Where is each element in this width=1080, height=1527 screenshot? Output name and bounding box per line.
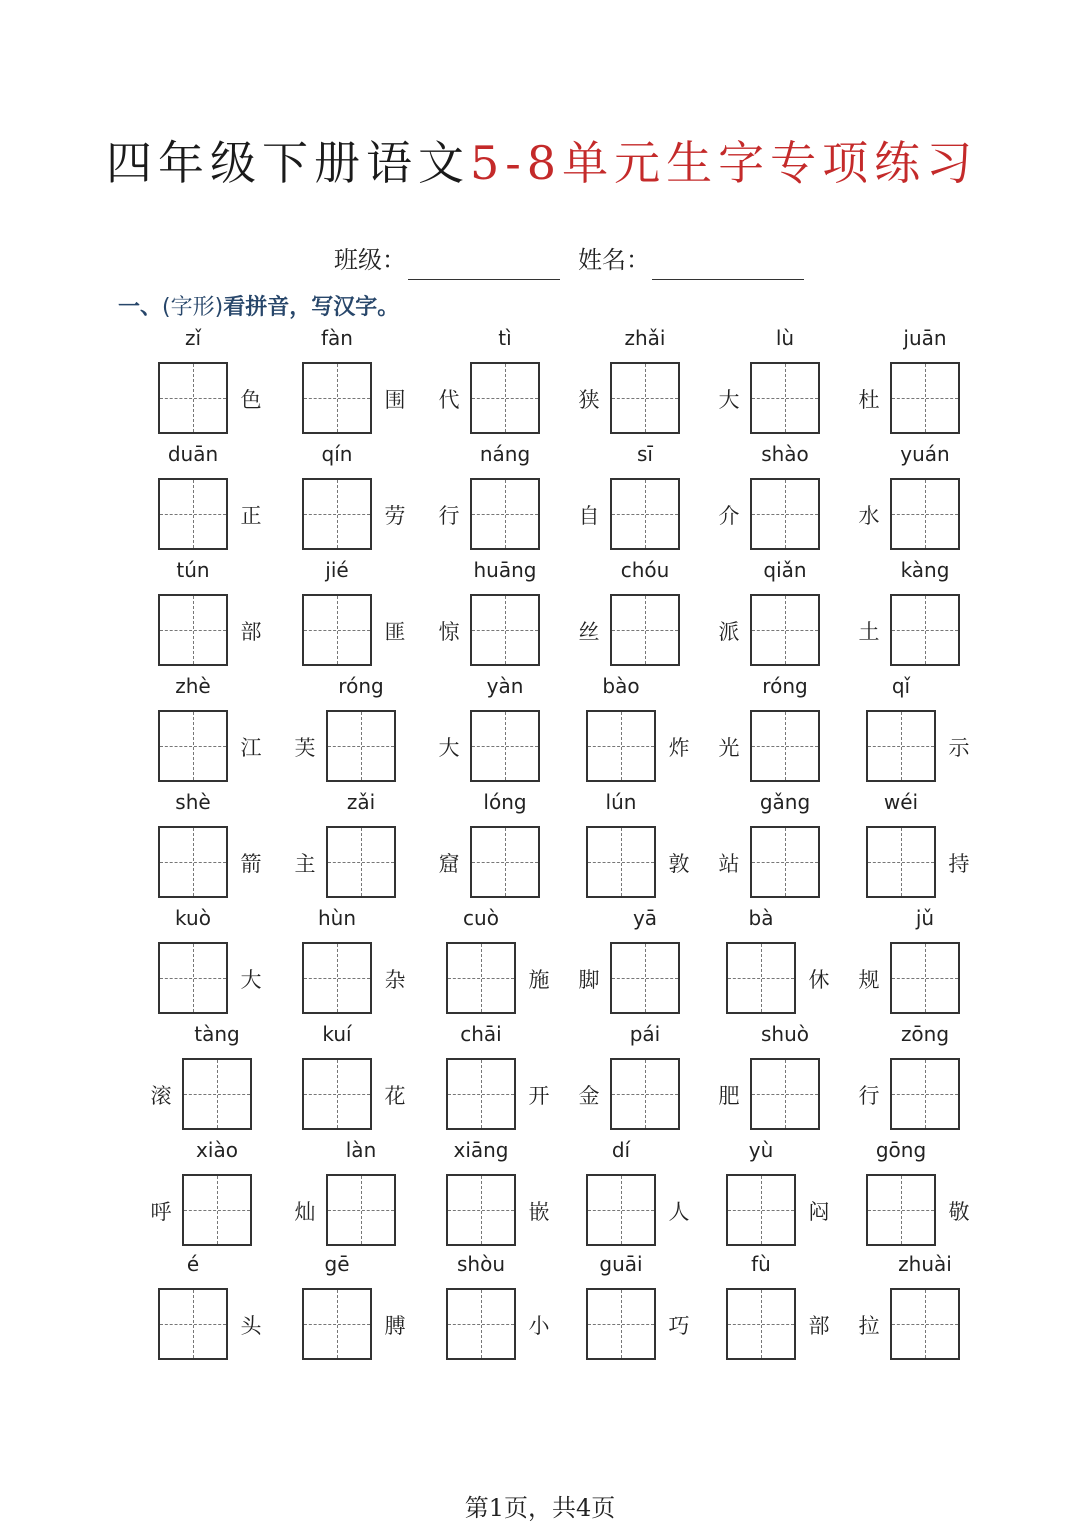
writing-box[interactable]: [726, 1174, 796, 1246]
pinyin-label: huāng: [473, 558, 537, 582]
writing-box[interactable]: [890, 478, 960, 550]
word-character: 休: [808, 968, 830, 992]
word-character: 窟: [438, 852, 460, 876]
word-character: 代: [438, 388, 460, 412]
pinyin-label: cuò: [463, 906, 499, 930]
writing-box[interactable]: [470, 826, 540, 898]
word-character: 施: [528, 968, 550, 992]
pinyin-label: shè: [175, 790, 211, 814]
writing-box[interactable]: [158, 826, 228, 898]
writing-box[interactable]: [446, 942, 516, 1014]
writing-box[interactable]: [890, 362, 960, 434]
pinyin-label: wéi: [883, 790, 919, 814]
section-paren: (字形): [162, 295, 224, 320]
pinyin-label: zhè: [175, 674, 211, 698]
writing-box[interactable]: [302, 362, 372, 434]
writing-box[interactable]: [182, 1058, 252, 1130]
pinyin-label: chāi: [460, 1022, 502, 1046]
pinyin-label: róng: [762, 674, 808, 698]
pinyin-label: tàng: [194, 1022, 240, 1046]
writing-box[interactable]: [302, 942, 372, 1014]
writing-box[interactable]: [610, 478, 680, 550]
class-label: 班级：: [334, 246, 406, 274]
pinyin-label: é: [186, 1252, 200, 1276]
pinyin-label: gē: [324, 1252, 350, 1276]
word-character: 人: [668, 1200, 690, 1224]
page-title: [106, 128, 1006, 198]
writing-box[interactable]: [302, 478, 372, 550]
word-character: 杂: [384, 968, 406, 992]
writing-box[interactable]: [610, 362, 680, 434]
pinyin-label: zhuài: [898, 1252, 952, 1276]
pinyin-label: sī: [637, 442, 653, 466]
pinyin-label: duān: [167, 442, 219, 466]
writing-box[interactable]: [470, 710, 540, 782]
writing-box[interactable]: [750, 826, 820, 898]
pinyin-label: bào: [602, 674, 640, 698]
page-footer: 第1页，共4页: [464, 1494, 616, 1522]
pinyin-label: xiào: [196, 1138, 238, 1162]
pinyin-label: kuò: [175, 906, 211, 930]
word-character: 行: [858, 1084, 880, 1108]
word-character: 匪: [384, 620, 406, 644]
writing-box[interactable]: [750, 362, 820, 434]
pinyin-label: xiāng: [453, 1138, 509, 1162]
pinyin-label: kàng: [900, 558, 950, 582]
word-character: 巧: [668, 1314, 690, 1338]
word-character: 水: [858, 504, 880, 528]
word-character: 土: [858, 620, 880, 644]
writing-box[interactable]: [866, 1174, 936, 1246]
word-character: 杜: [858, 388, 880, 412]
writing-box[interactable]: [326, 1174, 396, 1246]
word-character: 自: [578, 504, 600, 528]
writing-box[interactable]: [726, 1288, 796, 1360]
pinyin-label: qǐ: [891, 674, 911, 698]
word-character: 开: [528, 1084, 550, 1108]
pinyin-label: bà: [748, 906, 774, 930]
writing-box[interactable]: [158, 942, 228, 1014]
word-character: 敬: [948, 1200, 970, 1224]
word-character: 部: [808, 1314, 830, 1338]
pinyin-label: zhǎi: [624, 326, 666, 350]
word-character: 花: [384, 1084, 406, 1108]
writing-box[interactable]: [302, 594, 372, 666]
section-text: 看拼音，写汉字。: [223, 295, 400, 320]
writing-box[interactable]: [890, 1058, 960, 1130]
word-character: 闷: [808, 1200, 830, 1224]
section-prefix: 一、: [118, 295, 163, 320]
pinyin-label: lóng: [483, 790, 527, 814]
word-character: 色: [240, 388, 262, 412]
writing-box[interactable]: [890, 942, 960, 1014]
word-character: 光: [718, 736, 740, 760]
word-character: 灿: [294, 1200, 316, 1224]
name-label: 姓名：: [578, 246, 650, 274]
word-character: 箭: [240, 852, 262, 876]
word-character: 大: [438, 736, 460, 760]
pinyin-label: dí: [611, 1138, 631, 1162]
pinyin-label: róng: [338, 674, 384, 698]
word-character: 持: [948, 852, 970, 876]
word-character: 部: [240, 620, 262, 644]
pinyin-label: shuò: [760, 1022, 809, 1046]
pinyin-label: yàn: [486, 674, 524, 698]
writing-box[interactable]: [446, 1058, 516, 1130]
pinyin-label: kuí: [322, 1022, 352, 1046]
word-character: 小: [528, 1314, 550, 1338]
word-character: 惊: [438, 620, 460, 644]
word-character: 拉: [858, 1314, 880, 1338]
pinyin-label: tì: [498, 326, 512, 350]
writing-box[interactable]: [750, 478, 820, 550]
pinyin-label: hùn: [317, 906, 357, 930]
pinyin-label: qiǎn: [763, 558, 807, 582]
word-character: 滚: [150, 1084, 172, 1108]
word-character: 脚: [578, 968, 600, 992]
writing-box[interactable]: [750, 710, 820, 782]
pinyin-label: jié: [325, 558, 349, 582]
writing-box[interactable]: [726, 942, 796, 1014]
word-character: 主: [294, 852, 316, 876]
writing-box[interactable]: [750, 594, 820, 666]
writing-box[interactable]: [866, 710, 936, 782]
name-field[interactable]: [578, 240, 804, 280]
writing-box[interactable]: [610, 594, 680, 666]
pinyin-label: làn: [345, 1138, 377, 1162]
pinyin-label: shòu: [456, 1252, 505, 1276]
pinyin-label: gōng: [875, 1138, 927, 1162]
section-heading: [118, 288, 399, 328]
word-character: 呼: [150, 1200, 172, 1224]
class-field[interactable]: [334, 240, 560, 280]
word-character: 大: [240, 968, 262, 992]
word-character: 行: [438, 504, 460, 528]
word-character: 大: [718, 388, 740, 412]
pinyin-label: chóu: [620, 558, 670, 582]
word-character: 嵌: [528, 1200, 550, 1224]
word-character: 丝: [578, 620, 600, 644]
writing-box[interactable]: [302, 1288, 372, 1360]
pinyin-label: jǔ: [915, 906, 935, 930]
writing-box[interactable]: [610, 1058, 680, 1130]
pinyin-label: yù: [748, 1138, 774, 1162]
writing-box[interactable]: [890, 594, 960, 666]
writing-box[interactable]: [326, 710, 396, 782]
writing-box[interactable]: [158, 710, 228, 782]
pinyin-label: tún: [176, 558, 210, 582]
word-character: 规: [858, 968, 880, 992]
word-character: 肥: [718, 1084, 740, 1108]
writing-box[interactable]: [470, 362, 540, 434]
word-character: 敦: [668, 852, 690, 876]
writing-box[interactable]: [586, 1174, 656, 1246]
word-character: 站: [718, 852, 740, 876]
word-character: 派: [718, 620, 740, 644]
pinyin-label: qín: [321, 442, 353, 466]
word-character: 示: [948, 736, 970, 760]
writing-box[interactable]: [158, 1288, 228, 1360]
pinyin-label: yuán: [900, 442, 950, 466]
writing-box[interactable]: [326, 826, 396, 898]
word-character: 江: [240, 736, 262, 760]
title-red-part: 5-8单元生字专项练习: [470, 136, 979, 190]
writing-box[interactable]: [866, 826, 936, 898]
pinyin-label: fù: [751, 1252, 771, 1276]
pinyin-label: zōng: [900, 1022, 950, 1046]
writing-box[interactable]: [470, 478, 540, 550]
word-character: 介: [718, 504, 740, 528]
name-blank[interactable]: [652, 251, 804, 280]
pinyin-label: lún: [605, 790, 637, 814]
pinyin-label: zǐ: [184, 326, 202, 350]
pinyin-label: yā: [632, 906, 658, 930]
word-character: 头: [240, 1314, 262, 1338]
pinyin-label: náng: [479, 442, 531, 466]
pinyin-label: shào: [761, 442, 809, 466]
writing-box[interactable]: [586, 710, 656, 782]
pinyin-label: lù: [775, 326, 795, 350]
class-blank[interactable]: [408, 251, 560, 280]
word-character: 炸: [668, 736, 690, 760]
pinyin-label: guāi: [599, 1252, 643, 1276]
word-character: 芙: [294, 736, 316, 760]
writing-box[interactable]: [302, 1058, 372, 1130]
writing-box[interactable]: [610, 942, 680, 1014]
word-character: 狭: [578, 388, 600, 412]
writing-box[interactable]: [586, 826, 656, 898]
writing-box[interactable]: [470, 594, 540, 666]
word-character: 金: [578, 1084, 600, 1108]
writing-box[interactable]: [182, 1174, 252, 1246]
word-character: 膊: [384, 1314, 406, 1338]
pinyin-label: fàn: [321, 326, 353, 350]
writing-box[interactable]: [158, 478, 228, 550]
pinyin-label: gǎng: [759, 790, 811, 814]
pinyin-label: zǎi: [346, 790, 376, 814]
writing-box[interactable]: [750, 1058, 820, 1130]
writing-box[interactable]: [446, 1288, 516, 1360]
writing-box[interactable]: [586, 1288, 656, 1360]
writing-box[interactable]: [158, 362, 228, 434]
word-character: 劳: [384, 504, 406, 528]
title-black-part: 四年级下册语文: [106, 136, 470, 190]
word-character: 正: [240, 504, 262, 528]
writing-box[interactable]: [890, 1288, 960, 1360]
writing-box[interactable]: [158, 594, 228, 666]
pinyin-label: pái: [629, 1022, 661, 1046]
writing-box[interactable]: [446, 1174, 516, 1246]
pinyin-label: juān: [903, 326, 947, 350]
word-character: 围: [384, 388, 406, 412]
